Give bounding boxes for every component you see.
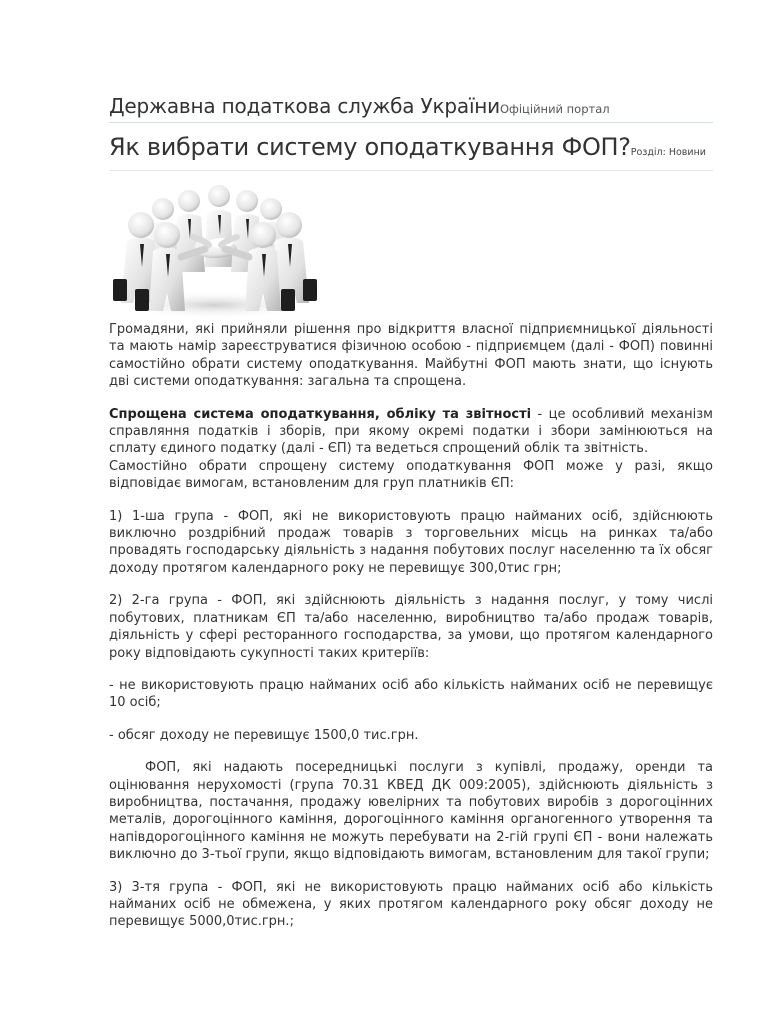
intro-paragraph: Громадяни, які прийняли рішення про відкриття власної підприємницької діяльності та мають намір зареєструватися фізичною особою - підприємцем (далі - ФОП) повинні самостійно обрати систему оподаткування. Майбутні ФОП мають знати, що існують дві системи оподаткування: загальна та спрощена. (109, 322, 713, 390)
criterion-employees: - не використовують працю найманих осіб або кількість найманих осіб не перевищує 10 осіб; (109, 677, 713, 711)
section-label: Розділ: Новини (630, 147, 706, 158)
group-3-paragraph: 3) 3-тя група - ФОП, які не використовують працю найманих осіб або кількість найманих осіб не обмежена, у яких протягом календарного року обсяг доходу не перевищує 5000,0тис.грн.; (109, 879, 713, 930)
article-container (109, 94, 713, 946)
team-hands-together-illustration (109, 177, 321, 319)
site-title[interactable]: Державна податкова служба України (109, 94, 500, 118)
group-2-paragraph: 2) 2-га група - ФОП, які здійснюють діяльність з надання послуг, у тому числі побутових, платникам ЄП та/або населенню, виробництво та/або продаж товарів, діяльність у сфері ресторанного господарства, за умови, що протягом календарного року відповідають сукупності таких критеріїв: (109, 593, 713, 661)
simplified-system-term: Спрощена система оподаткування, обліку та звітності (109, 406, 532, 422)
article-title: Як вибрати систему оподаткування ФОП? (109, 133, 631, 161)
site-subtitle: Офіційний портал (499, 102, 610, 116)
article-body (109, 321, 713, 931)
article-header (109, 133, 713, 171)
criterion-income: - обсяг доходу не перевищує 1500,0 тис.грн. (109, 727, 419, 743)
group-1-paragraph: 1) 1-ша група - ФОП, які не використовують працю найманих осіб, здійснюють виключно роздрібний продаж товарів з торговельних місць на ринках та/або провадять господарську діяльність з надання побутових послуг населенню та їх обсяг доходу протягом календарного року не перевищує 300,0тис грн; (109, 508, 713, 576)
site-header (109, 94, 713, 123)
realty-note-paragraph: ФОП, які надають посередницькі послуги з купівлі, продажу, оренди та оцінювання нерухомості (група 70.31 КВЕД ДК 009:2005), здійснюють діяльність з виробництва, постачання, продажу ювелірних та побутових виробів з дорогоцінних металів, дорогоцінного каміння, дорогоцінного каміння органогенного утворення та напівдорогоцінного каміння не можуть перебувати на 2-гій групі ЄП - вони належать виключно до 3-тьої групи, якщо відповідають вимогам, встановленим для такої групи; (109, 760, 713, 863)
simplified-system-paragraph (109, 406, 713, 458)
simplified-system-note: Самостійно обрати спрощену систему оподаткування ФОП може у разі, якщо відповідає вимогам, встановленим для груп платників ЄП: (109, 458, 713, 492)
simplified-system-definition: - це особливий механізм справляння податків і зборів, при якому окремі податки і збори замінюються на сплату єдиного податку (далі - ЄП) та ведеться спрощений облік та звітність. (109, 406, 713, 457)
